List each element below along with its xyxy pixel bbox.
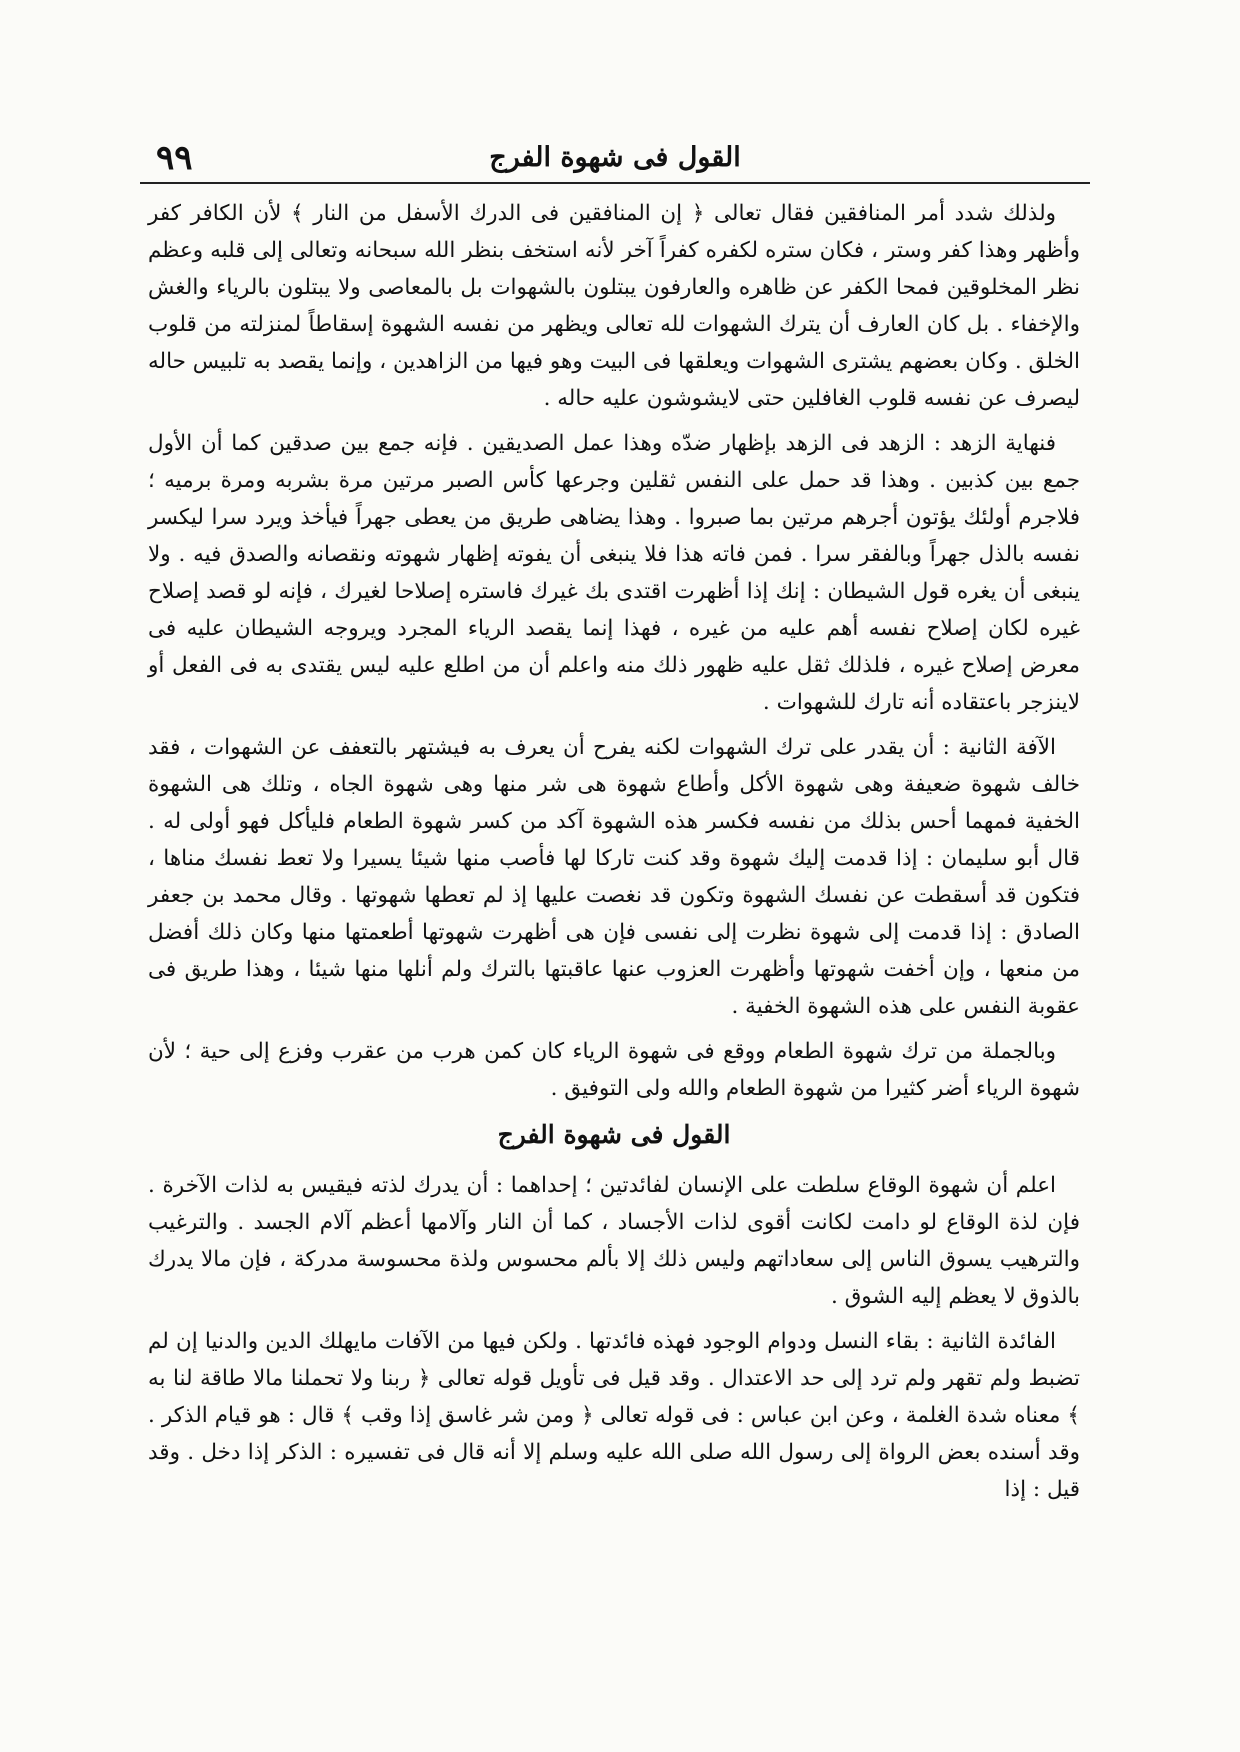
header-rule [140, 182, 1090, 184]
paragraph: فنهاية الزهد : الزهد فى الزهد بإظهار ضدّه وهذا عمل الصديقين . فإنه جمع بين صدقين كما أن الأول جمع بين كذبين . وهذا قد حمل على النفس ثقلين وجرعها كأس الصبر مرتين مرة بشربه ومرة برميه ؛ فلاجرم أولئك يؤتون أجرهم مرتين بما صبروا . وهذا يضاهى طريق من يعطى جهراً فيأخذ ويرد سرا ليكسر نفسه بالذل جهراً وبالفقر سرا . فمن فاته هذا فلا ينبغى أن يفوته إظهار شهوته ونقصانه والصدق فيه . ولا ينبغى أن يغره قول الشيطان : إنك إذا أظهرت اقتدى بك غيرك فاستره إصلاحا لغيرك ، فإنه لو قصد إصلاح غيره لكان إصلاح نفسه أهم عليه من غيره ، فهذا إنما يقصد الرياء المجرد ويروجه الشيطان عليه فى معرض إصلاح غيره ، فلذلك ثقل عليه ظهور ذلك منه واعلم أن من اطلع عليه ليس يقتدى به فى الفعل أو لاينزجر باعتقاده أنه تارك للشهوات . [148, 431, 1080, 715]
page-header [150, 138, 1080, 184]
paragraph: اعلم أن شهوة الوقاع سلطت على الإنسان لفائدتين ؛ إحداهما : أن يدرك لذته فيقيس به لذات الآخرة . فإن لذة الوقاع لو دامت لكانت أقوى لذات الأجساد ، كما أن النار وآلامها أعظم آلام الجسد . والترغيب والترهيب يسوق الناس إلى سعاداتهم وليس ذلك إلا بألم محسوس ولذة محسوسة مدركة ، فإن مالا يدرك بالذوق لا يعظم إليه الشوق . [148, 1173, 1080, 1309]
paragraph: الآفة الثانية : أن يقدر على ترك الشهوات لكنه يفرح أن يعرف به فيشتهر بالتعفف عن الشهوات ، فقد خالف شهوة ضعيفة وهى شهوة الأكل وأطاع شهوة هى شر منها وهى شهوة الجاه ، وتلك هى الشهوة الخفية فمهما أحس بذلك من نفسه فكسر هذه الشهوة آكد من كسر شهوة الطعام فليأكل فهو أولى له . قال أبو سليمان : إذا قدمت إليك شهوة وقد كنت تاركا لها فأصب منها شيئا يسيرا ولا تعط نفسك مناها ، فتكون قد أسقطت عن نفسك الشهوة وتكون قد نغصت عليها إذ لم تعطها شهوتها . وقال محمد بن جعفر الصادق : إذا قدمت إلى شهوة نظرت إلى نفسى فإن هى أظهرت شهوتها أطعمتها منها وكان ذلك أفضل من منعها ، وإن أخفت شهوتها وأظهرت العزوب عنها عاقبتها بالترك ولم أنلها منها شيئا ، وهذا طريق فى عقوبة النفس على هذه الشهوة الخفية . [148, 735, 1080, 1019]
running-title: القول فى شهوة الفرج [489, 142, 741, 173]
page-number: ٩٩ [156, 138, 193, 178]
paragraph: ولذلك شدد أمر المنافقين فقال تعالى ﴿ إن المنافقين فى الدرك الأسفل من النار ﴾ لأن الكافر كفر وأظهر وهذا كفر وستر ، فكان ستره لكفره كفراً آخر لأنه استخف بنظر الله سبحانه وتعالى إلى قلبه وعظم نظر المخلوقين فمحا الكفر عن ظاهره والعارفون يبتلون بالشهوات بل بالمعاصى ولا يبتلون بالرياء والغش والإخفاء . بل كان العارف أن يترك الشهوات لله تعالى ويظهر من نفسه الشهوة إسقاطاً لمنزلته من قلوب الخلق . وكان بعضهم يشترى الشهوات ويعلقها فى البيت وهو فيها من الزاهدين ، وإنما يقصد به تلبيس حاله ليصرف عن نفسه قلوب الغافلين حتى لايشوشون عليه حاله . [148, 201, 1080, 411]
section-heading: القول فى شهوة الفرج [497, 1120, 731, 1149]
page-body [148, 195, 1080, 1516]
paragraph: وبالجملة من ترك شهوة الطعام ووقع فى شهوة الرياء كان كمن هرب من عقرب وفزع إلى حية ؛ لأن شهوة الرياء أضر كثيرا من شهوة الطعام والله ولى التوفيق . [148, 1039, 1080, 1101]
paragraph: الفائدة الثانية : بقاء النسل ودوام الوجود فهذه فائدتها . ولكن فيها من الآفات مايهلك الدين والدنيا إن لم تضبط ولم تقهر ولم ترد إلى حد الاعتدال . وقد قيل فى تأويل قوله تعالى ﴿ ربنا ولا تحملنا مالا طاقة لنا به ﴾ معناه شدة الغلمة ، وعن ابن عباس : فى قوله تعالى ﴿ ومن شر غاسق إذا وقب ﴾ قال : هو قيام الذكر . وقد أسنده بعض الرواة إلى رسول الله صلى الله عليه وسلم إلا أنه قال فى تفسيره : الذكر إذا دخل . وقد قيل : إذا [148, 1329, 1080, 1502]
